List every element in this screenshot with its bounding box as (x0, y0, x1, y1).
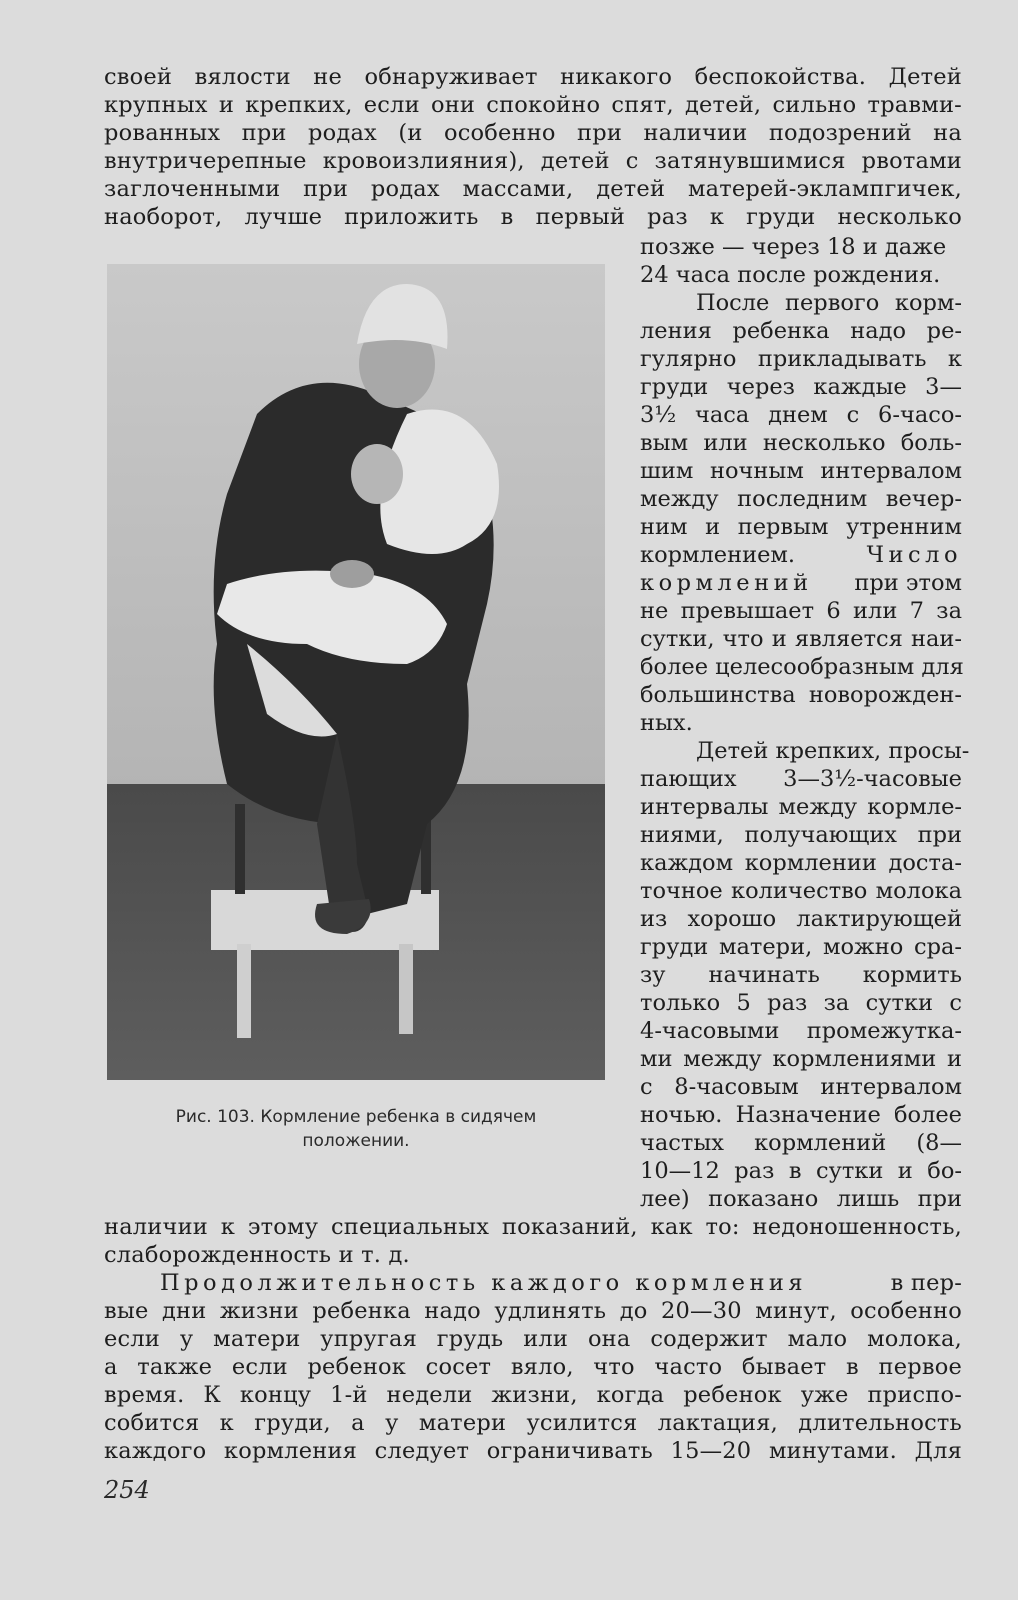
column-line: с 8-часовым интервалом (640, 1074, 962, 1100)
column-line: пающих 3—3½-часовые (640, 766, 962, 792)
column-line: из хорошо лактирующей (640, 906, 962, 932)
mother-feeding-child-photo (107, 264, 605, 1080)
column-line: позже — через 18 и даже (640, 234, 947, 260)
text-line (160, 1270, 962, 1297)
column-line (640, 542, 962, 569)
text-fragment: в пер- (890, 1270, 962, 1296)
spaced-term: Продолжительность каждого кормления (160, 1270, 808, 1296)
column-line: ми между кормлениями и (640, 1046, 962, 1072)
page-number: 254 (104, 1476, 150, 1504)
column-line: груди через каждые 3— (640, 374, 962, 400)
text-line: слаборожденность и т. д. (104, 1242, 410, 1268)
column-line: шим ночным интервалом (640, 458, 962, 484)
column-line: ниями, получающих при (640, 822, 962, 848)
column-line: 4-часовыми промежутка- (640, 1018, 962, 1044)
column-line: ных. (640, 710, 693, 736)
text-line: заглоченными при родах массами, детей матерей-эклампгичек, (104, 176, 962, 202)
column-line: После первого корм- (696, 290, 962, 316)
column-line (640, 570, 962, 597)
text-line: а также если ребенок сосет вяло, что часто бывает в первое (104, 1354, 962, 1380)
column-line: между последним вечер- (640, 486, 962, 512)
text-line: собится к груди, а у матери усилится лактация, длительность (104, 1410, 962, 1436)
text-line: каждого кормления следует ограничивать 15—20 минутами. Для (104, 1438, 962, 1464)
column-text: при этом (854, 570, 962, 596)
column-text: кормлением. (640, 542, 796, 568)
column-line: ночью. Назначение более (640, 1102, 962, 1128)
column-line: частых кормлений (8— (640, 1130, 962, 1156)
text-line: время. К концу 1-й недели жизни, когда ребенок уже приспо- (104, 1382, 962, 1408)
column-line: более целесообразным для (640, 654, 964, 680)
column-line: ления ребенка надо ре- (640, 318, 962, 344)
text-line: рованных при родах (и особенно при наличии подозрений на (104, 120, 962, 146)
column-line: 10—12 раз в сутки и бо- (640, 1158, 962, 1184)
column-line: сутки, что и является наи- (640, 626, 962, 652)
text-line: своей вялости не обнаруживает никакого беспокойства. Детей (104, 64, 962, 90)
column-line: груди матери, можно сра- (640, 934, 962, 960)
column-line: большинства новорожден- (640, 682, 962, 708)
text-line: крупных и крепких, если они спокойно спят, детей, сильно травми- (104, 92, 962, 118)
figure-caption: Рис. 103. Кормление ребенка в сидячем (175, 1107, 537, 1127)
text-line: вые дни жизни ребенка надо удлинять до 20—30 минут, особенно (104, 1298, 962, 1324)
column-line: ним и первым утренним (640, 514, 962, 540)
column-line: Детей крепких, просы- (696, 738, 970, 764)
column-line: 24 часа после рождения. (640, 262, 941, 288)
figure-photo (107, 264, 605, 1080)
column-line: интервалы между кормле- (640, 794, 962, 820)
column-line: гулярно прикладывать к (640, 346, 962, 372)
column-line: 3½ часа днем с 6-часо- (640, 402, 962, 428)
text-line: если у матери упругая грудь или она содержит мало молока, (104, 1326, 962, 1352)
column-line: только 5 раз за сутки с (640, 990, 962, 1016)
spaced-term: Число (866, 542, 962, 568)
spaced-term: кормлений (640, 570, 813, 596)
text-line: наоборот, лучше приложить в первый раз к груди несколько (104, 204, 962, 230)
column-line: лее) показано лишь при (640, 1186, 962, 1212)
text-line: наличии к этому специальных показаний, как то: недоношенность, (104, 1214, 962, 1240)
column-line: точное количество молока (640, 878, 962, 904)
column-line: каждом кормлении доста- (640, 850, 962, 876)
column-line: вым или несколько боль- (640, 430, 962, 456)
column-line: зу начинать кормить (640, 962, 962, 988)
figure-caption: положении. (302, 1131, 410, 1151)
column-line: не превышает 6 или 7 за (640, 598, 962, 624)
text-line: внутричерепные кровоизлияния), детей с затянувшимися рвотами (104, 148, 962, 174)
